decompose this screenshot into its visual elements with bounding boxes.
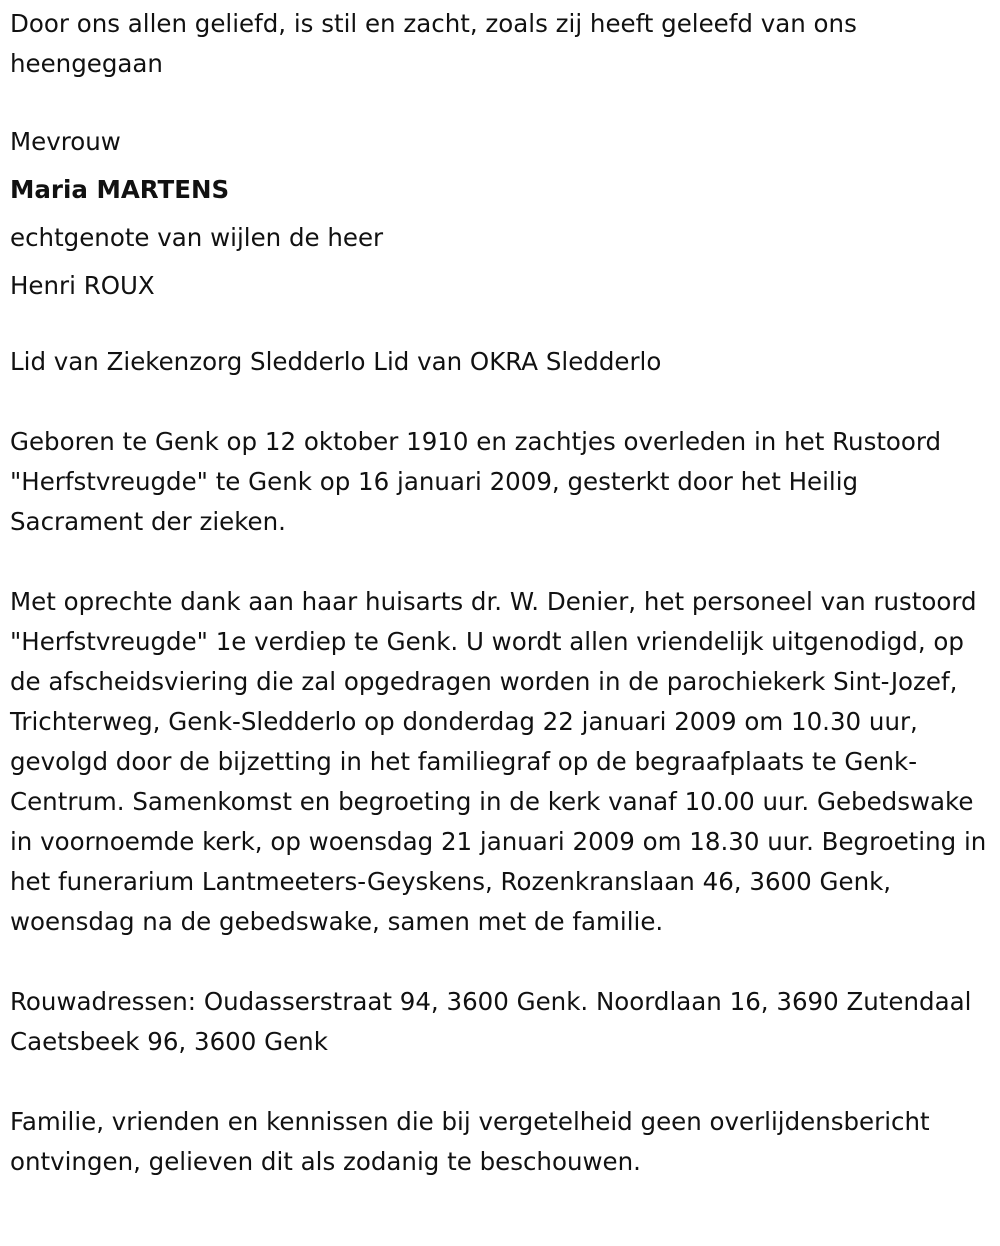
memberships-text: Lid van Ziekenzorg Sledderlo Lid van OKRA Sledderlo — [10, 347, 662, 376]
addresses-text: Rouwadressen: Oudasserstraat 94, 3600 Genk. Noordlaan 16, 3690 Zutendaal Caetsbeek 96, 3600 Genk — [10, 987, 972, 1056]
person-relation: echtgenote van wijlen de heer — [10, 223, 384, 252]
spouse-name: Henri ROUX — [10, 271, 155, 300]
person-block — [10, 118, 990, 310]
thanks-ceremony-text: Met oprechte dank aan haar huisarts dr. W. Denier, het personeel van rustoord "Herfstvreugde" 1e verdiep te Genk. U wordt allen vriendelijk uitgenodigd, op de afscheidsviering die zal opgedragen worden in de parochiekerk Sint-Jozef, Trichterweg, Genk-Sledderlo op donderdag 22 januari 2009 om 10.30 uur, gevolgd door de bijzetting in het familiegraf op de begraafplaats te Genk-Centrum. Samenkomst en begroeting in de kerk vanaf 10.00 uur. Gebedswake in voornoemde kerk, op woensdag 21 januari 2009 om 18.30 uur. Begroeting in het funerarium Lantmeeters-Geyskens, Rozenkranslaan 46, 3600 Genk, woensdag na de gebedswake, samen met de familie. — [10, 587, 987, 936]
birth-death-text: Geboren te Genk op 12 oktober 1910 en zachtjes overleden in het Rustoord "Herfstvreugde" te Genk op 16 januari 2009, gesterkt door het Heilig Sacrament der zieken. — [10, 427, 942, 536]
person-title: Mevrouw — [10, 127, 121, 156]
person-name: Maria MARTENS — [10, 175, 230, 204]
intro-text: Door ons allen geliefd, is stil en zacht, zoals zij heeft geleefd van ons heengegaan — [10, 9, 857, 78]
closing-text: Familie, vrienden en kennissen die bij vergetelheid geen overlijdensbericht ontvingen, gelieven dit als zodanig te beschouwen. — [10, 1107, 930, 1176]
